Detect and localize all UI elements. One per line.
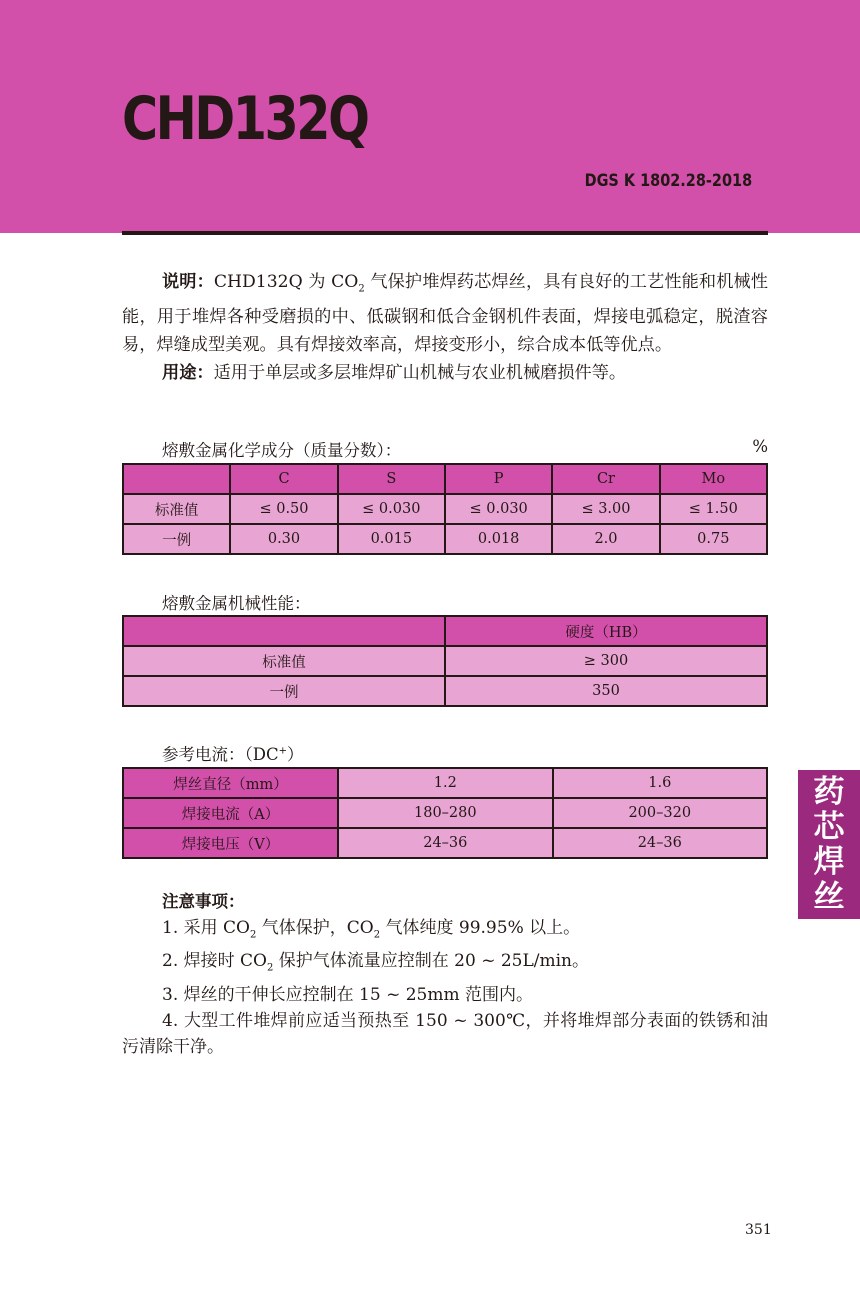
- note-item-1: [122, 915, 768, 948]
- description-label: 说明：: [162, 272, 214, 292]
- product-code: CHD132Q: [122, 84, 368, 154]
- table-cell: 24–36: [338, 828, 552, 858]
- row-label: 标准值: [123, 646, 445, 676]
- chemistry-title-text: 熔敷金属化学成分（质量分数）：: [162, 441, 402, 460]
- row-label: 焊接电压（V）: [123, 828, 338, 858]
- table-row: [123, 828, 767, 858]
- table-row: [123, 798, 767, 828]
- note-item-3: 3. 焊丝的干伸长应控制在 15 ~ 25mm 范围内。: [162, 984, 533, 1005]
- intro-section: [122, 268, 768, 387]
- table-cell: 1.2: [338, 768, 552, 798]
- table-cell: 0.30: [230, 524, 337, 554]
- side-tab-text: 药芯焊丝: [813, 773, 845, 915]
- side-tab: [798, 770, 860, 919]
- note-2-sub-1: 2: [266, 962, 274, 974]
- current-table: [122, 767, 768, 859]
- row-label: 一例: [123, 676, 445, 706]
- table-cell: ≤ 1.50: [660, 494, 767, 524]
- table-row: [123, 494, 767, 524]
- header-cell: 硬度（HB）: [445, 616, 767, 646]
- header-cell: S: [338, 464, 445, 494]
- header-cell: Mo: [660, 464, 767, 494]
- header-cell: P: [445, 464, 552, 494]
- description-sub: 2: [358, 283, 365, 295]
- row-label: 标准值: [123, 494, 230, 524]
- mechanical-table: [122, 615, 768, 707]
- notes-section: [122, 889, 768, 1060]
- table-cell: ≤ 0.50: [230, 494, 337, 524]
- table-cell: 200–320: [553, 798, 767, 828]
- table-cell: 0.75: [660, 524, 767, 554]
- current-title: [122, 741, 768, 765]
- current-title-sup: +: [278, 745, 287, 757]
- notes-title: 注意事项：: [162, 892, 245, 911]
- table-cell: 0.018: [445, 524, 552, 554]
- table-header-row: [123, 616, 767, 646]
- table-row: [123, 676, 767, 706]
- header-rule: [122, 231, 768, 235]
- table-cell: 0.015: [338, 524, 445, 554]
- row-label: 焊接电流（A）: [123, 798, 338, 828]
- current-title-end: ）: [287, 745, 304, 764]
- usage-text: 适用于单层或多层堆焊矿山机械与农业机械磨损件等。: [213, 363, 627, 384]
- table-cell: 1.6: [553, 768, 767, 798]
- mechanical-title: [122, 590, 768, 614]
- note-item-4: 4. 大型工件堆焊前应适当预热至 150 ~ 300℃，并将堆焊部分表面的铁锈和油污清除干净。: [122, 1010, 768, 1057]
- page-number: 351: [745, 1222, 772, 1238]
- note-1-part-a: 1. 采用 CO: [162, 918, 250, 938]
- header-cell: [123, 464, 230, 494]
- table-cell: ≤ 3.00: [552, 494, 659, 524]
- note-1-part-b: 气体保护，CO: [256, 918, 374, 938]
- header-band: [0, 0, 860, 233]
- row-label: 一例: [123, 524, 230, 554]
- table-row: [123, 768, 767, 798]
- header-cell: Cr: [552, 464, 659, 494]
- table-row: [123, 524, 767, 554]
- usage-label: 用途：: [162, 363, 214, 384]
- chemistry-table: [122, 463, 768, 555]
- description-text-2: 气保护堆焊药芯焊丝，具有良好的工艺性能和机械性能，用于堆焊各种受磨损的中、低碳钢和低合金钢机件表面，焊接电弧稳定，脱渣容易，焊缝成型美观。具有焊接效率高，焊接变形小，综合成本低等优点。: [122, 272, 768, 356]
- table-cell: ≤ 0.030: [338, 494, 445, 524]
- chemistry-title: [122, 437, 768, 461]
- chemistry-unit: %: [752, 437, 768, 456]
- usage-paragraph: [122, 359, 768, 387]
- mechanical-title-text: 熔敷金属机械性能：: [162, 594, 311, 613]
- note-1-sub-2: 2: [373, 929, 381, 941]
- note-2-part-b: 保护气体流量应控制在 20 ~ 25L/min。: [273, 951, 590, 972]
- note-2-part-a: 2. 焊接时 CO: [162, 951, 267, 972]
- current-title-suffix: （DC: [244, 745, 279, 764]
- note-item-2: [122, 948, 768, 981]
- table-cell: ≥ 300: [445, 646, 767, 676]
- table-cell: 24–36: [553, 828, 767, 858]
- table-cell: 350: [445, 676, 767, 706]
- note-1-part-c: 气体纯度 99.95% 以上。: [380, 918, 581, 938]
- table-header-row: [123, 464, 767, 494]
- table-cell: 2.0: [552, 524, 659, 554]
- description-paragraph: [122, 268, 768, 359]
- description-text-1: CHD132Q 为 CO: [213, 272, 359, 292]
- table-cell: ≤ 0.030: [445, 494, 552, 524]
- current-title-text: 参考电流：: [162, 745, 245, 764]
- standard-code: DGS K 1802.28-2018: [584, 171, 752, 191]
- header-cell: C: [230, 464, 337, 494]
- note-1-sub-1: 2: [249, 929, 257, 941]
- row-label: 焊丝直径（mm）: [123, 768, 338, 798]
- table-row: [123, 646, 767, 676]
- header-cell: [123, 616, 445, 646]
- table-cell: 180–280: [338, 798, 552, 828]
